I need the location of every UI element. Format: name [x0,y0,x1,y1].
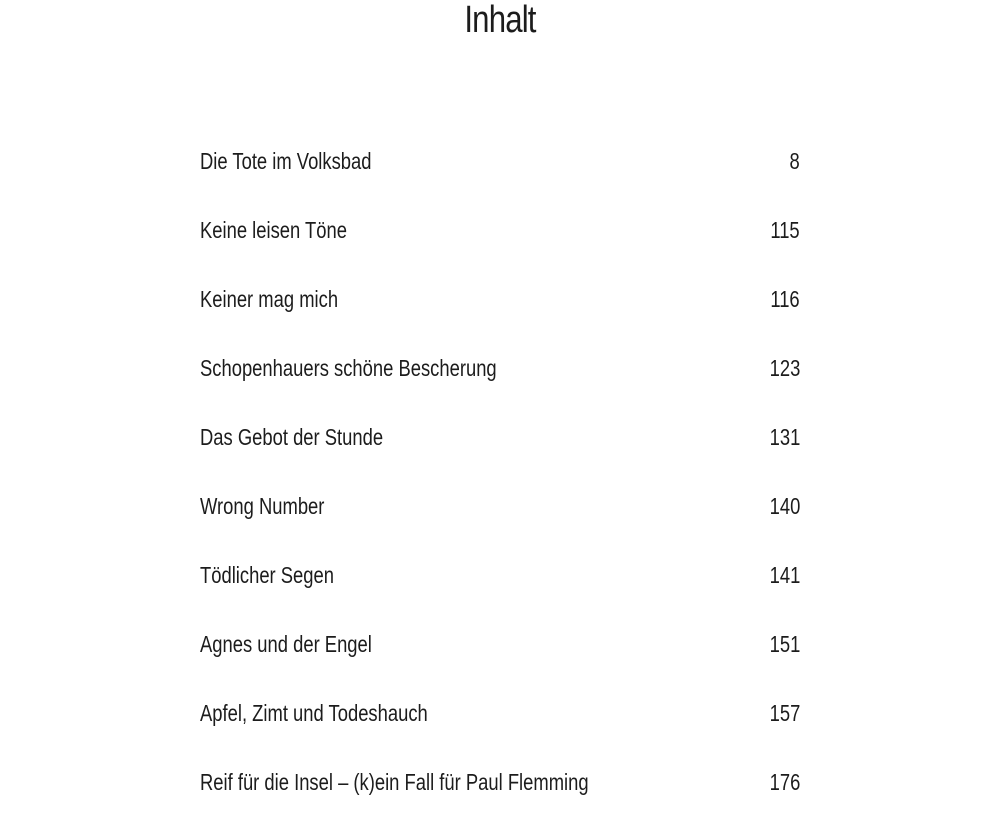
toc-entry [200,353,800,422]
toc-entry-page-number: 131 [769,424,800,450]
toc-entry-page-number: 8 [789,148,800,174]
toc-entry-title: Keine leisen Töne [200,217,347,243]
toc-entry-title: Apfel, Zimt und Todeshauch [200,700,428,726]
toc-entry-title: Tödlicher Segen [200,562,334,588]
toc-entry [200,491,800,560]
toc-entry-title: Wrong Number [200,493,325,519]
table-of-contents [200,146,800,836]
toc-entry-title: Keiner mag mich [200,286,339,312]
toc-entry [200,767,800,836]
toc-entry-page-number: 115 [770,217,800,243]
toc-entry-page-number: 140 [769,493,800,519]
toc-entry-title: Die Tote im Volksbad [200,148,372,174]
toc-entry-title: Das Gebot der Stunde [200,424,384,450]
page-title: Inhalt [464,0,536,41]
toc-entry [200,215,800,284]
toc-entry [200,560,800,629]
toc-entry-page-number: 157 [769,700,800,726]
toc-entry-page-number: 116 [770,286,800,312]
toc-entry [200,146,800,215]
toc-entry-title: Reif für die Insel – (k)ein Fall für Paul Flemming [200,769,589,795]
toc-entry-page-number: 141 [769,562,800,588]
toc-entry-title: Agnes und der Engel [200,631,372,657]
toc-entry-page-number: 123 [769,355,800,381]
toc-entry [200,422,800,491]
toc-entry-title: Schopenhauers schöne Bescherung [200,355,497,381]
toc-entry [200,284,800,353]
toc-entry-page-number: 151 [769,631,800,657]
toc-entry [200,698,800,767]
toc-entry-page-number: 176 [769,769,800,795]
toc-entry [200,629,800,698]
